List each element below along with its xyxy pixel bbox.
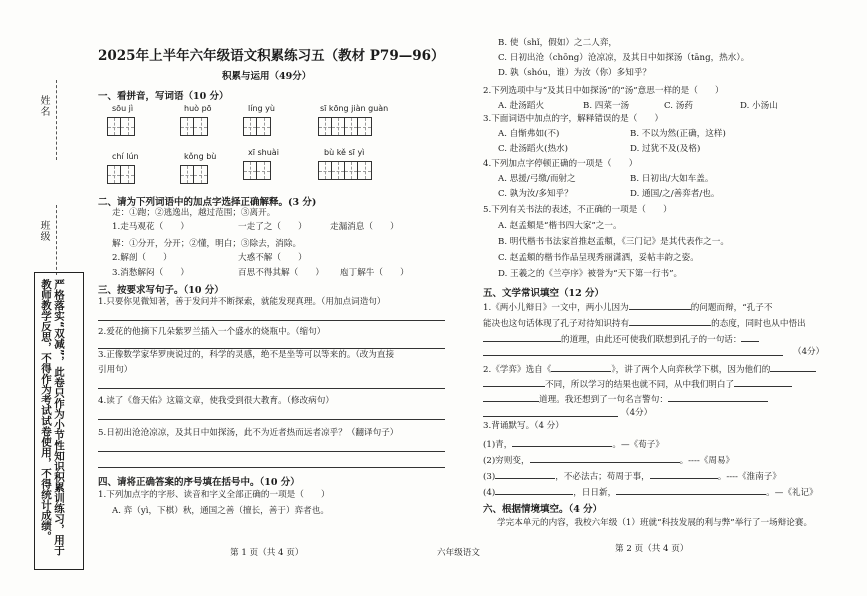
pinyin-8: bù kě sī yì: [324, 148, 365, 157]
q3-c[interactable]: C. 赴汤蹈火(热水): [498, 144, 569, 154]
q2-3a[interactable]: 3.消愁解闷（ ）: [112, 268, 189, 278]
q2-1b[interactable]: 一走了之（ ）: [238, 222, 307, 232]
footer-left: 第 1 页（共 4 页）: [230, 548, 304, 558]
q5-b[interactable]: B. 明代楷书书法家首推赵孟頫，《三门记》是其代表作之一。: [498, 237, 729, 247]
blank[interactable]: [483, 332, 561, 342]
answer-grid-8[interactable]: [318, 161, 372, 180]
s5-q1-a: 1.《两小儿辩日》一文中，两小儿因为: [483, 303, 629, 313]
section-2-heading: 二、请为下列词语中的加点字选择正确解释。(3 分): [98, 197, 317, 208]
s5-q1-line3: [483, 332, 759, 346]
q4[interactable]: 4.下列加点字停顿正确的一项是（ ）: [483, 159, 638, 169]
blank[interactable]: [741, 332, 759, 342]
q2-a[interactable]: A. 赴汤蹈火: [498, 101, 545, 111]
blank[interactable]: [734, 377, 792, 387]
footer-right: 第 2 页（共 4 页）: [615, 544, 689, 554]
notice-box: [34, 272, 84, 570]
s5-score-1: （4分）: [793, 347, 825, 357]
notice-text: 严格落实“双减”，此卷只作为小节性知识积累训练习，用于教师教学反思，不得作为考试试卷使用，不得统计成绩。: [40, 279, 65, 556]
recite-1-pre: (1)青，: [483, 440, 513, 450]
section-3-heading: 三、按要求写句子。（10 分）: [98, 285, 224, 296]
answer-grid-5[interactable]: [107, 165, 135, 184]
answer-grid-3[interactable]: [243, 117, 271, 136]
answer-grid-6[interactable]: [180, 165, 208, 184]
q2-3c[interactable]: 庖丁解牛（ ）: [340, 268, 409, 278]
s5-q1-d: 的态度，同时也从中悟出: [711, 319, 806, 329]
answer-line[interactable]: [98, 451, 445, 452]
pinyin-6: kǒng bù: [184, 152, 217, 161]
q3-b[interactable]: B. 不以为然(正确，这样): [630, 129, 726, 139]
q5-d[interactable]: D. 王羲之的《兰亭序》被誉为“天下第一行书”。: [498, 269, 683, 279]
blank[interactable]: [668, 392, 768, 402]
section-6-heading: 六、根据情境填空。（4 分）: [483, 504, 603, 515]
answer-line[interactable]: [98, 388, 445, 389]
s5-q2-line1: [483, 362, 816, 376]
s3-item-3-cont: 引用句）: [98, 365, 133, 375]
name-label: 姓名: [38, 95, 49, 117]
pinyin-2: huò pō: [184, 104, 212, 113]
blank[interactable]: [629, 300, 691, 310]
s3-item-1: 1.只要你见微知著，善于发问并不断探索，就能发现真理。（用加点词造句）: [98, 297, 386, 307]
blank[interactable]: [650, 469, 718, 479]
answer-line[interactable]: [483, 416, 618, 417]
s5-q2-a: 2.《学弈》选自《: [483, 365, 552, 375]
q2-3b[interactable]: 百思不得其解（ ）: [238, 268, 324, 278]
s3-item-3: 3.正像数学家华罗庚说过的，科学的灵感，绝不是坐等可以等来的。（改为直接: [98, 350, 395, 360]
pinyin-4: sī kōng jiàn guàn: [320, 104, 389, 113]
pinyin-7: xī shuài: [248, 148, 279, 157]
s3-item-2: 2.爱花的他摘下几朵紫罗兰插入一个盛水的烧瓶中。（缩句）: [98, 327, 326, 337]
q4-c[interactable]: C. 孰为汝/多知乎？: [498, 189, 573, 199]
pinyin-1: sōu jì: [112, 104, 134, 113]
q2-d[interactable]: D. 小汤山: [740, 101, 778, 111]
blank[interactable]: [616, 485, 766, 495]
answer-grid-1[interactable]: [107, 117, 135, 136]
pinyin-5: chí lún: [112, 152, 139, 161]
option-zou: 走：①跑；②逃逸出，越过范围；③离开。: [112, 208, 276, 218]
recite-4-src: 。—《礼记》: [766, 488, 818, 498]
recite-1: [483, 437, 664, 451]
q3[interactable]: 3.下面词语中加点的字，解释错误的是（ ）: [483, 114, 664, 124]
q2-1a[interactable]: 1.走马观花（ ）: [112, 222, 189, 232]
section-5-heading: 五、文学常识填空（12 分）: [483, 288, 605, 299]
section-4-heading: 四、请将正确答案的序号填在括号中。（10 分）: [98, 477, 300, 488]
s5-q1-c: 能决也这句话体现了孔子对待知识持有: [483, 319, 630, 329]
recite-1-src: 。—《荀子》: [612, 440, 664, 450]
s5-q3: 3.背诵默写。（4 分）: [483, 421, 564, 431]
answer-line[interactable]: [98, 467, 445, 468]
q2-1c[interactable]: 走漏消息（ ）: [330, 222, 399, 232]
answer-line[interactable]: [98, 419, 445, 420]
s5-q2-b: 》，讲了两个人向弈秋学下棋，因为他们的: [611, 365, 771, 375]
option-jie: 解：①分开，分开；②懂，明白；③除去，消除。: [112, 239, 302, 249]
answer-grid-2[interactable]: [180, 117, 208, 136]
q2-2a[interactable]: 2.解剖（ ）: [112, 253, 172, 263]
recite-3-mid: ，不必法古；苟周于事，: [555, 472, 650, 482]
answer-grid-4[interactable]: [318, 117, 372, 136]
q2[interactable]: 2.下列选项中与“及其日中如探汤”的“汤”意思一样的是（ ）: [483, 86, 724, 96]
name-line: [56, 80, 57, 160]
answer-grid-7[interactable]: [243, 161, 271, 180]
q3-a[interactable]: A. 自惭弗如(不): [498, 129, 560, 139]
q2-2b[interactable]: 大惑不解（ ）: [238, 253, 307, 263]
recite-2-pre: (2)穷则变，: [483, 456, 530, 466]
recite-4-mid: ，日日新，: [573, 488, 617, 498]
answer-line[interactable]: [98, 348, 445, 349]
q4-a[interactable]: A. 思援/弓缴/而射之: [498, 174, 576, 184]
page-title: 2025年上半年六年级语文积累练习五（教材 P79—96）: [98, 48, 445, 64]
subtitle: 积累与运用（49分）: [222, 71, 312, 82]
blank[interactable]: [530, 453, 680, 463]
s6-text: 学完本单元的内容，我校六年级（1）班就“科技发展的利与弊”举行了一场辩论赛。: [497, 518, 813, 528]
blank[interactable]: [551, 362, 611, 372]
s5-q2-d: 道理。我还想到了一句名言警句：: [539, 395, 668, 405]
recite-2-src: 。----《周易》: [679, 456, 735, 466]
q2-b[interactable]: B. 四菜一汤: [583, 101, 630, 111]
blank[interactable]: [495, 485, 573, 495]
footer-center: 六年级语文: [437, 548, 480, 558]
recite-4-pre: (4): [483, 488, 496, 498]
s4-q1-a[interactable]: A. 弈（yì，下棋）秋，通国之善（擅长，善于）弈者也。: [112, 506, 329, 516]
s5-q2-line3: [483, 392, 768, 406]
s5-q2-c: 不同，所以学习的结果也就不同，从中我们明白了: [545, 380, 735, 390]
q2-c[interactable]: C. 汤药: [664, 101, 693, 111]
recite-2: [483, 453, 734, 467]
recite-3: [483, 469, 781, 483]
blank[interactable]: [629, 316, 711, 326]
q5[interactable]: 5.下列有关书法的表述，不正确的一项是（ ）: [483, 205, 672, 215]
section-1-heading: 一、看拼音，写词语（10 分）: [98, 91, 229, 102]
s5-q1-line1: [483, 300, 772, 314]
blank[interactable]: [512, 437, 612, 447]
q1-d[interactable]: D. 孰（shóu，谁）为汝（你）多知乎？: [498, 68, 652, 78]
recite-3-pre: (3): [483, 472, 496, 482]
s3-item-4: 4.读了《詹天佑》这篇文章，使我受到很大教育。（修改病句）: [98, 396, 334, 406]
q5-a[interactable]: A. 赵孟頫是“楷书四大家”之一。: [498, 221, 622, 231]
s3-item-5: 5.日初出沧沧凉凉，及其日中如探汤，此不为近者热而远者凉乎？（翻译句子）: [98, 428, 399, 438]
class-label: 班级: [38, 220, 49, 242]
s5-q1-e: 的道理，由此还可使我们联想到孔子的一句话：: [561, 335, 742, 345]
q3-d[interactable]: D. 过犹不及(及格): [630, 144, 701, 154]
q5-c[interactable]: C. 赵孟頫的楷书作品呈现秀丽潇洒，妥帖丰韵之姿。: [498, 253, 699, 263]
q1-c[interactable]: C. 日初出沧（chōng）沧凉凉，及其日中如探汤（tāng，热水）。: [498, 53, 750, 63]
s5-q1-b: 的问题而辩，“孔子不: [690, 303, 773, 313]
s5-q1-line2: [483, 316, 806, 330]
answer-line[interactable]: [98, 320, 445, 321]
s5-q2-line2: [483, 377, 792, 391]
s5-score-2: （4分）: [621, 408, 653, 418]
blank[interactable]: [483, 377, 545, 387]
q4-d[interactable]: D. 通国/之/善弈者/也。: [630, 189, 720, 199]
blank[interactable]: [495, 469, 555, 479]
pinyin-3: líng yù: [248, 104, 275, 113]
q1-b[interactable]: B. 使（shǐ，假如）之二人弈，: [498, 38, 618, 48]
class-line: [56, 205, 57, 275]
blank[interactable]: [483, 392, 539, 402]
answer-line[interactable]: [483, 355, 783, 356]
s4-q1[interactable]: 1.下列加点字的字形、读音和字义全部正确的一项是（ ）: [98, 490, 330, 500]
q4-b[interactable]: B. 日初出/大如车盖。: [630, 174, 714, 184]
blank[interactable]: [770, 362, 816, 372]
recite-4: [483, 485, 818, 499]
recite-3-src: 。----《淮南子》: [717, 472, 781, 482]
